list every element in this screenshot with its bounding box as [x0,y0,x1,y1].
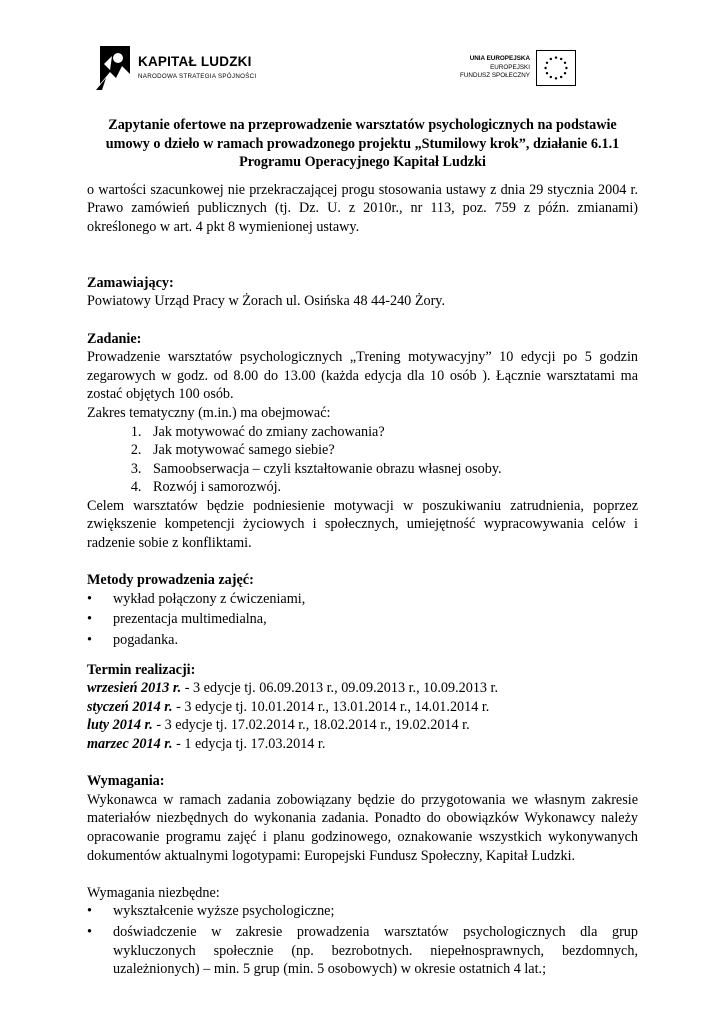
list-item: • wykształcenie wyższe psychologiczne; [87,902,638,921]
document-title-line-1: Zapytanie ofertowe na przeprowadzenie warsztatów psychologicznych na podstawie [108,117,617,133]
eu-star-icon [564,72,566,74]
eu-logo [440,50,576,88]
wymagania-text: Wykonawca w ramach zadania zobowiązany będzie do przygotowania we własnym zakresie materiałów niezbędnych do wykonania zadania. Ponadto do obowiązków Wykonawcy należy opracowanie programu zajęć i planu godzinowego, oznakowanie wszystkich wykonywanych dokumentów aktualnymi logotypami: Europejski Fundusz Społeczny, Kapitał Ludzki. [87,791,638,864]
eu-star-icon [560,76,562,78]
termin-row: luty 2014 r. - 3 edycje tj. 17.02.2014 r., 18.02.2014 r., 19.02.2014 r. [87,717,470,734]
zadanie-heading: Zadanie: [87,330,142,347]
eu-star-icon [560,58,562,60]
list-item: 2. Jak motywować samego siebie? [145,441,638,460]
list-item: 3. Samoobserwacja – czyli kształtowanie obrazu własnej osoby. [145,460,638,479]
document-body [87,116,638,981]
wymagania-niezbedne-list [87,902,638,978]
wymagania-heading: Wymagania: [87,773,165,790]
zamawiajacy-heading: Zamawiający: [87,274,174,291]
termin-row: marzec 2014 r. - 1 edycja tj. 17.03.2014 r. [87,736,326,752]
kapital-ludzki-emblem-icon [96,44,134,90]
list-item: 4. Rozwój i samorozwój. [145,478,638,497]
document-title-line-2: umowy o dzieło w ramach prowadzonego projektu „Stumilowy krok”, działanie 6.1.1 [105,135,620,152]
eu-star-icon [546,72,548,74]
eu-star-icon [550,58,552,60]
termin-heading: Termin realizacji: [87,661,196,678]
kapital-ludzki-title: KAPITAŁ LUDZKI [138,54,252,69]
zadanie-text: Prowadzenie warsztatów psychologicznych „Trening motywacyjny” 10 edycji po 5 godzin zegarowych w godz. od 8.00 do 13.00 (każda edycja dla 10 osób ). Łącznie warsztatami ma zostać objętych 100 osób. [87,349,638,403]
eu-star-icon [550,76,552,78]
list-item: • pogadanka. [87,631,638,650]
wymagania-niezbedne-heading: Wymagania niezbędne: [87,884,220,901]
eu-star-icon [546,62,548,64]
eu-star-icon [565,67,567,69]
metody-list [87,590,638,650]
eu-star-icon [544,67,546,69]
list-item: 1. Jak motywować do zmiany zachowania? [145,423,638,442]
intro-paragraph: o wartości szacunkowej nie przekraczającej progu stosowania ustawy z dnia 29 stycznia 2004 r. Prawo zamówień publicznych (tj. Dz. U. z 2010r., nr 113, poz. 759 z późn. zmianami) określonego w art. 4 pkt 8 wymienionej ustawy. [87,181,638,235]
eu-flag-icon [536,50,576,86]
metody-heading: Metody prowadzenia zajęć: [87,572,254,589]
eu-star-icon [555,77,557,79]
zamawiajacy-text: Powiatowy Urząd Pracy w Żorach ul. Osińska 48 44-240 Żory. [87,293,446,310]
termin-row: styczeń 2014 r. - 3 edycje tj. 10.01.2014 r., 13.01.2014 r., 14.01.2014 r. [87,698,490,715]
eu-star-icon [555,56,557,58]
eu-star-icon [564,62,566,64]
zakres-intro: Zakres tematyczny (m.in.) ma obejmować: [87,404,331,421]
list-item: • doświadczenie w zakresie prowadzenia warsztatów psychologicznych dla grup wykluczonych społecznie (np. bezrobotnych. niepełnosprawnych, bezdomnych, uzależnionych) – min. 5 grup (min. 5 osobowych) w okresie ostatnich 4 lat.; [87,923,638,979]
list-item: • wykład połączony z ćwiczeniami, [87,590,638,609]
eu-logo-text [460,55,530,81]
eu-line-3: FUNDUSZ SPOŁECZNY [460,72,530,80]
kapital-ludzki-subtitle: NARODOWA STRATEGIA SPÓJNOŚCI [138,73,257,80]
kapital-ludzki-logo [96,44,276,90]
topics-list [87,423,638,497]
termin-row: wrzesień 2013 r. - 3 edycje tj. 06.09.2013 r., 09.09.2013 r., 10.09.2013 r. [87,680,499,697]
eu-line-2: EUROPEJSKI [490,63,530,71]
zadanie-goal: Celem warsztatów będzie podniesienie motywacji w poszukiwaniu zatrudnienia, poprzez zwiększenie kompetencji życiowych i społecznych, umiejętność wypracowywania celów i radzenie sobie z konfliktami. [87,497,638,552]
eu-line-1: UNIA EUROPEJSKA [469,55,530,62]
document-title-line-3: Programu Operacyjnego Kapitał Ludzki [239,154,486,171]
list-item: • prezentacja multimedialna, [87,610,638,629]
